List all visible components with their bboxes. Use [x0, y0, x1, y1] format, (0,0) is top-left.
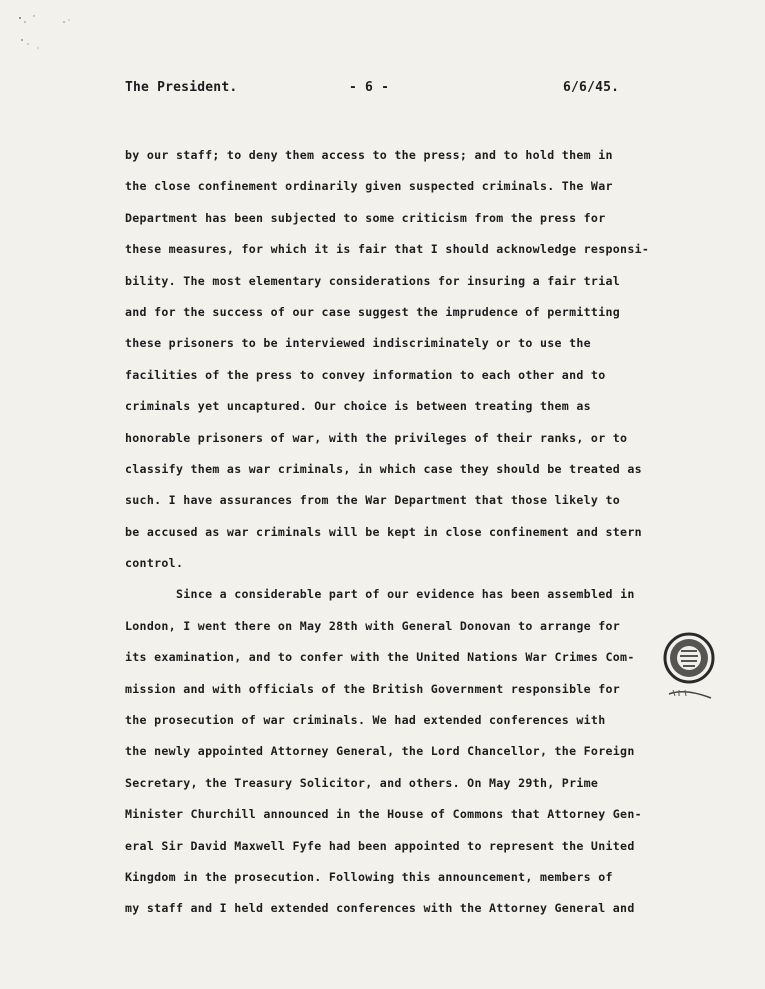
paragraph-1	[125, 140, 665, 579]
header-date: 6/6/45.	[563, 80, 620, 95]
text-line: the newly appointed Attorney General, the Lord Chancellor, the Foreign	[125, 744, 635, 759]
paragraph-2	[125, 579, 665, 924]
text-line: London, I went there on May 28th with General Donovan to arrange for	[125, 618, 621, 633]
text-line: Secretary, the Treasury Solicitor, and others. On May 29th, Prime	[125, 775, 599, 790]
text-line: eral Sir David Maxwell Fyfe had been appointed to represent the United	[125, 838, 635, 853]
text-line: its examination, and to confer with the United Nations War Crimes Com-	[125, 650, 635, 665]
letter-body	[125, 140, 665, 925]
text-line: Kingdom in the prosecution. Following this announcement, members of	[125, 869, 613, 884]
text-line: and for the success of our case suggest the imprudence of permitting	[125, 304, 621, 319]
text-line: Department has been subjected to some criticism from the press for	[125, 210, 606, 225]
text-line: Minister Churchill announced in the House of Commons that Attorney Gen-	[125, 807, 642, 822]
text-line: such. I have assurances from the War Department that those likely to	[125, 493, 621, 508]
text-line: honorable prisoners of war, with the privileges of their ranks, or to	[125, 430, 628, 445]
archive-stamp-seal	[655, 630, 721, 702]
text-line: Since a considerable part of our evidence has been assembled in	[176, 587, 635, 602]
text-line: the close confinement ordinarily given suspected criminals. The War	[125, 179, 613, 194]
header-page-number: - 6 -	[349, 80, 390, 95]
text-line: criminals yet uncaptured. Our choice is between treating them as	[125, 399, 591, 414]
text-line: by our staff; to deny them access to the press; and to hold them in	[125, 148, 613, 162]
text-line: facilities of the press to convey information to each other and to	[125, 367, 606, 382]
text-line: control.	[125, 556, 184, 571]
text-line: my staff and I held extended conferences with the Attorney General and	[125, 901, 635, 916]
text-line: bility. The most elementary considerations for insuring a fair trial	[125, 273, 621, 288]
text-line: classify them as war criminals, in which case they should be treated as	[125, 461, 642, 476]
text-line: mission and with officials of the British Government responsible for	[125, 681, 621, 696]
text-line: these measures, for which it is fair that I should acknowledge responsi-	[125, 242, 650, 257]
paper-speck-marks	[14, 10, 74, 60]
text-line: be accused as war criminals will be kept in close confinement and stern	[125, 524, 642, 539]
text-line: these prisoners to be interviewed indiscriminately or to use the	[125, 336, 591, 351]
text-line: the prosecution of war criminals. We had extended conferences with	[125, 713, 606, 728]
page-header	[125, 80, 625, 100]
header-addressee: The President.	[125, 80, 238, 95]
